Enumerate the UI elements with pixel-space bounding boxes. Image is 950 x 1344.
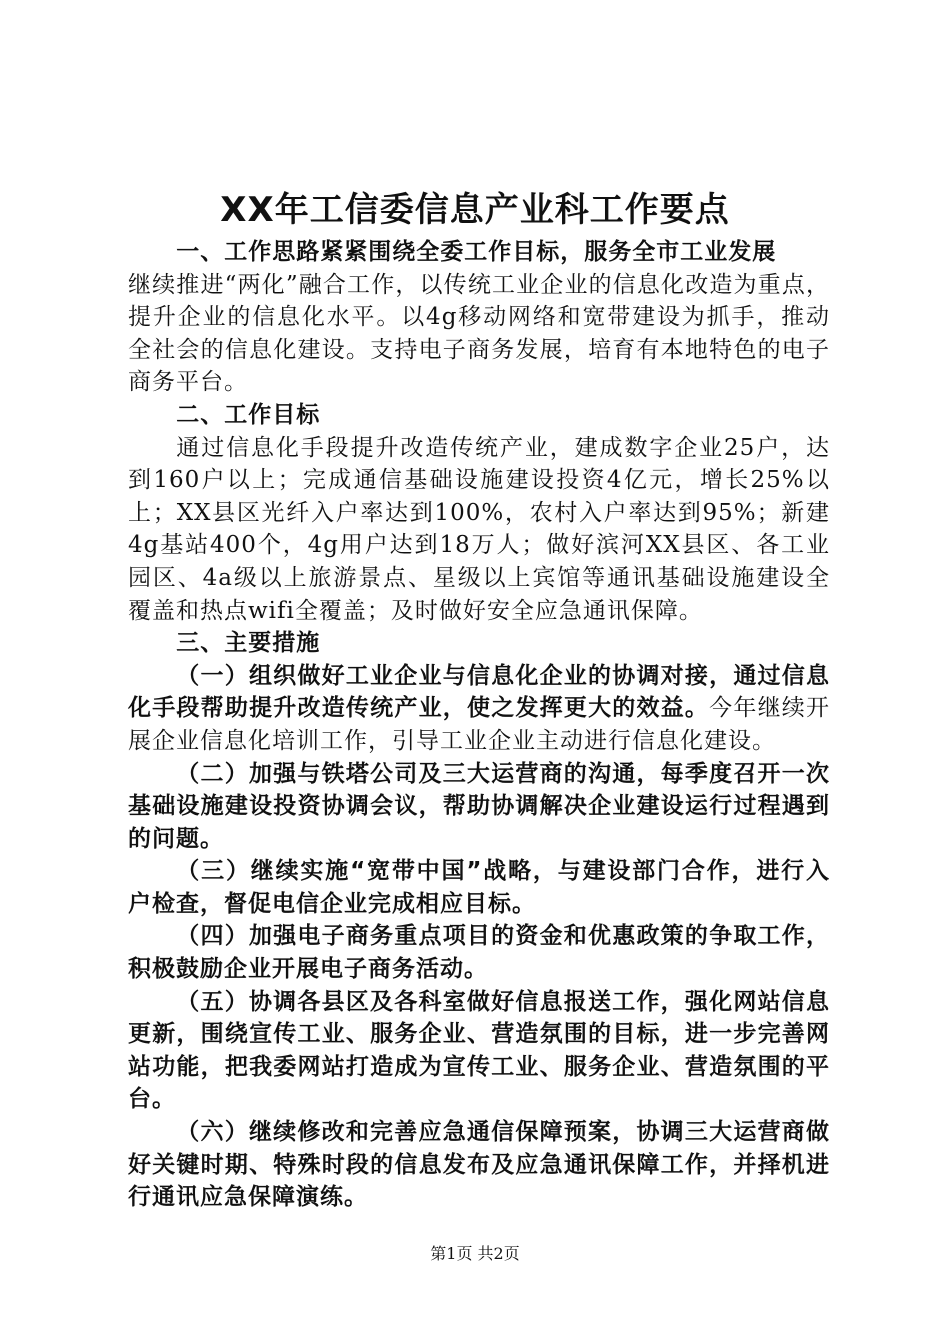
section-heading-1: 一、工作思路紧紧围绕全委工作目标，服务全市工业发展 bbox=[176, 239, 777, 265]
document-title: XX年工信委信息产业科工作要点 bbox=[220, 190, 730, 230]
measure-item-1-normal: 今年继续开展企业信息化培训工作，引导工业企业主动进行信息化建设。 bbox=[128, 695, 831, 754]
measure-item-1 bbox=[128, 660, 830, 758]
document-body bbox=[128, 236, 830, 1214]
section-body-1: 继续推进“两化”融合工作，以传统工业企业的信息化改造为重点，提升企业的信息化水平。以4g移动网络和宽带建设为抓手，推动全社会的信息化建设。支持电子商务发展，培育有本地特色的电子商务平台。 bbox=[128, 271, 830, 396]
measure-item-3: （三）继续实施“宽带中国”战略，与建设部门合作，进行入户检查，督促电信企业完成相应目标。 bbox=[128, 858, 830, 917]
measure-item-6: （六）继续修改和完善应急通信保障预案，协调三大运营商做好关键时期、特殊时段的信息发布及应急通讯保障工作，并择机进行通讯应急保障演练。 bbox=[128, 1119, 830, 1211]
measure-item-5: （五）协调各县区及各科室做好信息报送工作，强化网站信息更新，围绕宣传工业、服务企业、营造氛围的目标，进一步完善网站功能，把我委网站打造成为宣传工业、服务企业、营造氛围的平台。 bbox=[128, 988, 830, 1113]
measure-item-4: （四）加强电子商务重点项目的资金和优惠政策的争取工作，积极鼓励企业开展电子商务活动。 bbox=[128, 923, 830, 983]
page-footer: 第1页 共2页 bbox=[430, 1244, 520, 1263]
section-heading-2: 二、工作目标 bbox=[176, 401, 321, 428]
measure-item-1-bold: （一）组织做好工业企业与信息化企业的协调对接，通过信息化手段帮助提升改造传统产业，使之发挥更大的效益。 bbox=[128, 662, 830, 722]
measure-item-2: （二）加强与铁塔公司及三大运营商的沟通，每季度召开一次基础设施建设投资协调会议，帮助协调解决企业建设运行过程遇到的问题。 bbox=[128, 760, 830, 852]
section-body-2: 通过信息化手段提升改造传统产业，建成数字企业25户，达到160户以上；完成通信基础设施建设投资4亿元，增长25%以上；XX县区光纤入户率达到100%，农村入户率达到95%；新建4g基站400个，4g用户达到18万人；做好滨河XX县区、各工业园区、4a级以上旅游景点、星级以上宾馆等通讯基础设施建设全覆盖和热点wifi全覆盖；及时做好安全应急通讯保障。 bbox=[128, 434, 830, 624]
section-heading-3: 三、主要措施 bbox=[176, 630, 321, 657]
